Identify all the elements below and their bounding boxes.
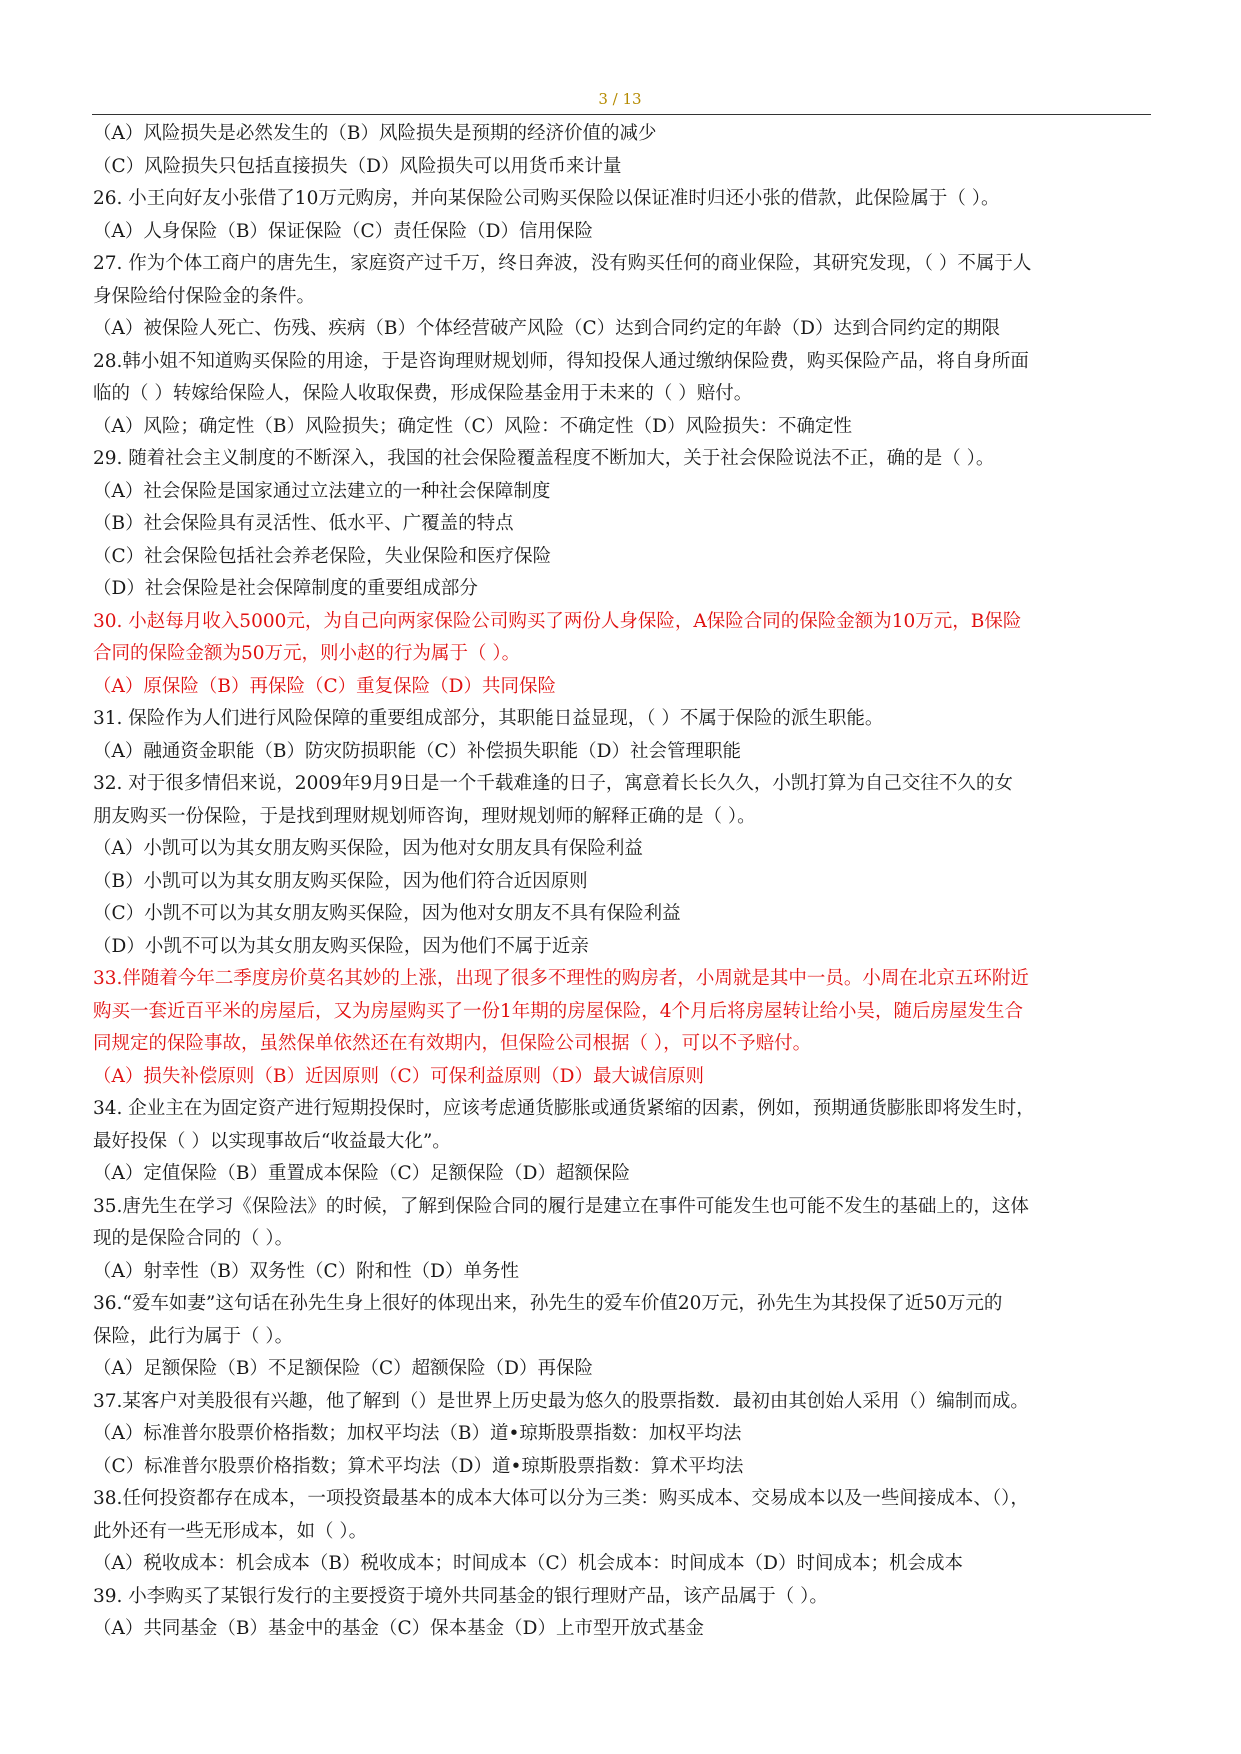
text-line: 37.某客户对美股很有兴趣，他了解到（）是世界上历史最为悠久的股票指数．最初由其创始人采用（）编制而成。: [93, 1390, 1029, 1412]
text-line: 此外还有一些无形成本，如（ ）。: [93, 1520, 368, 1542]
text-line: （A）共同基金（B）基金中的基金（C）保本基金（D）上市型开放式基金: [93, 1618, 704, 1639]
header-divider: [92, 114, 1151, 115]
text-line: 朋友购买一份保险，于是找到理财规划师咨询，理财规划师的解释正确的是（ ）。: [93, 805, 756, 827]
text-line: 31. 保险作为人们进行风险保障的重要组成部分，其职能日益显现，（ ）不属于保险的派生职能。: [93, 708, 884, 729]
text-line: 39. 小李购买了某银行发行的主要授资于境外共同基金的银行理财产品，该产品属于（ ）。: [93, 1585, 828, 1607]
text-line: 34. 企业主在为固定资产进行短期投保时，应该考虑通货膨胀或通货紧缩的因素，例如，预期通货膨胀即将发生时，: [93, 1098, 1035, 1119]
text-line: （D）小凯不可以为其女朋友购买保险，因为他们不属于近亲: [93, 935, 589, 957]
text-line: 36.“爱车如妻”这句话在孙先生身上很好的体现出来，孙先生的爱车价值20万元，孙先生为其投保了近50万元的: [93, 1293, 1003, 1314]
text-line: 30. 小赵每月收入5000元，为自己向两家保险公司购买了两份人身保险，A保险合同的保险金额为10万元，B保险: [93, 610, 1022, 632]
text-line: 32. 对于很多情侣来说，2009年9月9日是一个千载难逢的日子，寓意着长长久久，小凯打算为自己交往不久的女: [93, 773, 1013, 794]
text-line: （C）风险损失只包括直接损失（D）风险损失可以用货币来计量: [93, 155, 622, 177]
text-line: （A）损失补偿原则（B）近因原则（C）可保利益原则（D）最大诚信原则: [93, 1065, 704, 1087]
text-line: 26. 小王向好友小张借了10万元购房，并向某保险公司购买保险以保证准时归还小张的借款，此保险属于（ ）。: [93, 188, 1000, 209]
text-line: 同规定的保险事故，虽然保单依然还在有效期内，但保险公司根据（ ），可以不予赔付。: [93, 1033, 812, 1054]
text-line: 35.唐先生在学习《保险法》的时候，了解到保险合同的履行是建立在事件可能发生也可能不发生的基础上的，这体: [93, 1195, 1029, 1217]
text-line: （B）小凯可以为其女朋友购买保险，因为他们符合近因原则: [93, 870, 588, 892]
text-line: （A）风险；确定性（B）风险损失；确定性（C）风险：不确定性（D）风险损失：不确定性: [93, 415, 852, 437]
text-line: （C）标准普尔股票价格指数；算术平均法（D）道•琼斯股票指数：算术平均法: [93, 1455, 744, 1477]
text-line: （A）标准普尔股票价格指数；加权平均法（B）道•琼斯股票指数：加权平均法: [93, 1423, 742, 1444]
text-line: （A）小凯可以为其女朋友购买保险，因为他对女朋友具有保险利益: [93, 838, 643, 859]
text-line: （A）社会保险是国家通过立法建立的一种社会保障制度: [93, 480, 551, 502]
text-line: 身保险给付保险金的条件。: [93, 285, 316, 307]
text-line: （A）税收成本：机会成本（B）税收成本；时间成本（C）机会成本：时间成本（D）时间成本；机会成本: [93, 1553, 963, 1574]
text-line: （A）定值保险（B）重置成本保险（C）足额保险（D）超额保险: [93, 1163, 630, 1184]
text-line: （A）足额保险（B）不足额保险（C）超额保险（D）再保险: [93, 1358, 593, 1379]
text-line: 合同的保险金额为50万元，则小赵的行为属于（ ）。: [93, 643, 521, 664]
text-line: （B）社会保险具有灵活性、低水平、广覆盖的特点: [93, 513, 514, 534]
text-line: 现的是保险合同的（ ）。: [93, 1228, 294, 1249]
text-line: （C）社会保险包括社会养老保险，失业保险和医疗保险: [93, 545, 552, 567]
text-line: （A）射幸性（B）双务性（C）附和性（D）单务性: [93, 1260, 519, 1282]
text-line: 临的（ ）转嫁给保险人，保险人收取保费，形成保险基金用于未来的（ ）赔付。: [93, 383, 753, 404]
text-line: （A）人身保险（B）保证保险（C）责任保险（D）信用保险: [93, 220, 593, 242]
page-number: 3 / 13: [598, 90, 642, 108]
question-list: [93, 118, 1153, 1646]
text-line: （A）原保险（B）再保险（C）重复保险（D）共同保险: [93, 675, 556, 697]
text-line: （C）小凯不可以为其女朋友购买保险，因为他对女朋友不具有保险利益: [93, 903, 681, 924]
text-line: （A）融通资金职能（B）防灾防损职能（C）补偿损失职能（D）社会管理职能: [93, 740, 741, 762]
text-line: 购买一套近百平米的房屋后，又为房屋购买了一份1年期的房屋保险，4个月后将房屋转让给小吴，随后房屋发生合: [93, 1000, 1024, 1022]
text-line: 28.韩小姐不知道购买保险的用途，于是咨询理财规划师，得知投保人通过缴纳保险费，购买保险产品，将自身所面: [93, 350, 1029, 372]
text-line: 保险，此行为属于（ ）。: [93, 1325, 294, 1347]
text-line: 27. 作为个体工商户的唐先生，家庭资产过千万，终日奔波，没有购买任何的商业保险，其研究发现，（ ）不属于人: [93, 253, 1032, 274]
text-line: （D）社会保险是社会保障制度的重要组成部分: [93, 578, 478, 599]
text-line: 33.伴随着今年二季度房价莫名其妙的上涨，出现了很多不理性的购房者，小周就是其中一员。小周在北京五环附近: [93, 968, 1029, 989]
text-line: 最好投保（ ）以实现事故后“收益最大化”。: [93, 1130, 451, 1152]
text-line: （A）风险损失是必然发生的（B）风险损失是预期的经济价值的减少: [93, 123, 657, 144]
text-line: （A）被保险人死亡、伤残、疾病（B）个体经营破产风险（C）达到合同约定的年龄（D）达到合同约定的期限: [93, 318, 1000, 339]
text-line: 38.任何投资都存在成本，一项投资最基本的成本大体可以分为三类：购买成本、交易成本以及一些间接成本、（），: [93, 1488, 1029, 1509]
text-line: 29. 随着社会主义制度的不断深入，我国的社会保险覆盖程度不断加大，关于社会保险说法不正，确的是（ ）。: [93, 448, 995, 469]
